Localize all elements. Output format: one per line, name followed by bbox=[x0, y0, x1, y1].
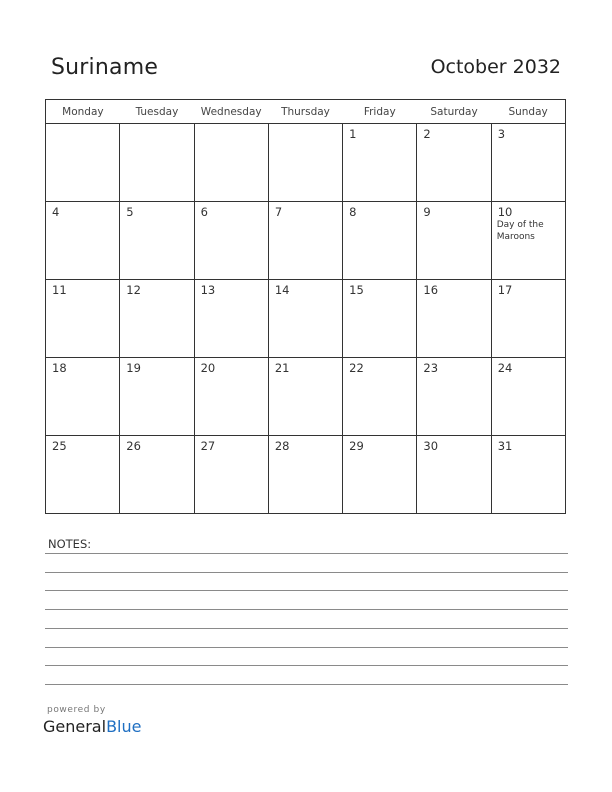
day-number: 24 bbox=[497, 361, 513, 375]
day-cell bbox=[491, 280, 565, 358]
day-number: 22 bbox=[349, 361, 364, 375]
day-cell bbox=[194, 358, 268, 436]
day-cell bbox=[194, 436, 268, 514]
day-number: 17 bbox=[497, 283, 513, 297]
weekday-monday: Monday bbox=[46, 100, 120, 124]
note-line bbox=[45, 684, 568, 685]
day-number: 14 bbox=[274, 283, 290, 297]
holiday-label: Day of the Maroons bbox=[496, 220, 544, 242]
note-line bbox=[45, 647, 568, 648]
brand-general: General bbox=[43, 717, 107, 736]
day-number: 19 bbox=[126, 361, 141, 375]
generalblue-logo[interactable] bbox=[43, 717, 141, 736]
day-cell bbox=[120, 436, 194, 514]
note-line bbox=[45, 665, 568, 666]
day-cell bbox=[46, 436, 120, 514]
day-number: 20 bbox=[200, 361, 216, 375]
day-number: 9 bbox=[423, 205, 431, 219]
powered-by-text: powered by bbox=[47, 705, 106, 715]
day-cell bbox=[120, 202, 194, 280]
day-cell bbox=[46, 124, 120, 202]
day-number: 21 bbox=[274, 361, 290, 375]
day-number: 13 bbox=[200, 283, 216, 297]
day-cell bbox=[343, 436, 417, 514]
day-number: 27 bbox=[200, 439, 216, 453]
note-line bbox=[45, 628, 568, 629]
notes-label: NOTES: bbox=[48, 537, 92, 551]
month-year-title: October 2032 bbox=[430, 56, 561, 78]
day-number: 10 bbox=[497, 205, 513, 219]
day-number: 26 bbox=[126, 439, 141, 453]
day-number: 7 bbox=[274, 205, 283, 219]
day-cell bbox=[268, 280, 342, 358]
day-cell bbox=[491, 436, 565, 514]
day-number: 25 bbox=[52, 439, 67, 453]
day-cell bbox=[120, 124, 194, 202]
note-line bbox=[45, 609, 568, 610]
weekday-friday: Friday bbox=[343, 100, 417, 124]
day-number: 1 bbox=[349, 127, 357, 141]
day-cell bbox=[268, 124, 342, 202]
week-row bbox=[46, 280, 566, 358]
day-number: 15 bbox=[349, 283, 364, 297]
weekday-thursday: Thursday bbox=[268, 100, 342, 124]
note-line bbox=[45, 572, 568, 573]
weekday-sunday: Sunday bbox=[491, 100, 565, 124]
day-number: 16 bbox=[423, 283, 439, 297]
day-cell bbox=[120, 358, 194, 436]
day-number: 6 bbox=[200, 205, 208, 219]
day-cell bbox=[417, 202, 491, 280]
week-row bbox=[46, 358, 566, 436]
week-row bbox=[46, 436, 566, 514]
calendar-grid bbox=[45, 99, 566, 514]
day-cell bbox=[491, 124, 565, 202]
note-line bbox=[45, 553, 568, 554]
day-number: 5 bbox=[126, 205, 134, 219]
day-cell bbox=[417, 280, 491, 358]
day-cell bbox=[343, 358, 417, 436]
country-title: Suriname bbox=[51, 55, 159, 80]
day-cell bbox=[491, 202, 565, 280]
weekday-header-row bbox=[46, 100, 566, 124]
day-cell bbox=[343, 124, 417, 202]
brand-blue: Blue bbox=[106, 717, 142, 736]
day-cell bbox=[194, 202, 268, 280]
weekday-wednesday: Wednesday bbox=[194, 100, 268, 124]
day-number: 29 bbox=[349, 439, 364, 453]
day-cell bbox=[417, 358, 491, 436]
day-number: 30 bbox=[423, 439, 439, 453]
day-cell bbox=[46, 358, 120, 436]
day-number: 12 bbox=[126, 283, 141, 297]
day-cell bbox=[417, 436, 491, 514]
day-cell bbox=[268, 436, 342, 514]
day-cell bbox=[46, 280, 120, 358]
note-line bbox=[45, 590, 568, 591]
day-number: 4 bbox=[52, 205, 60, 219]
weekday-tuesday: Tuesday bbox=[120, 100, 194, 124]
day-number: 28 bbox=[274, 439, 290, 453]
day-number: 23 bbox=[423, 361, 439, 375]
day-cell bbox=[120, 280, 194, 358]
day-number: 3 bbox=[497, 127, 506, 141]
day-number: 2 bbox=[423, 127, 431, 141]
day-number: 18 bbox=[52, 361, 67, 375]
day-cell bbox=[268, 358, 342, 436]
day-number: 11 bbox=[52, 283, 67, 297]
day-number: 8 bbox=[349, 205, 357, 219]
day-cell bbox=[46, 202, 120, 280]
day-cell bbox=[491, 358, 565, 436]
day-cell bbox=[268, 202, 342, 280]
day-cell bbox=[343, 280, 417, 358]
day-cell bbox=[194, 124, 268, 202]
week-row bbox=[46, 124, 566, 202]
weekday-saturday: Saturday bbox=[417, 100, 491, 124]
day-cell bbox=[194, 280, 268, 358]
day-number: 31 bbox=[497, 439, 513, 453]
day-cell bbox=[343, 202, 417, 280]
day-cell bbox=[417, 124, 491, 202]
week-row bbox=[46, 202, 566, 280]
